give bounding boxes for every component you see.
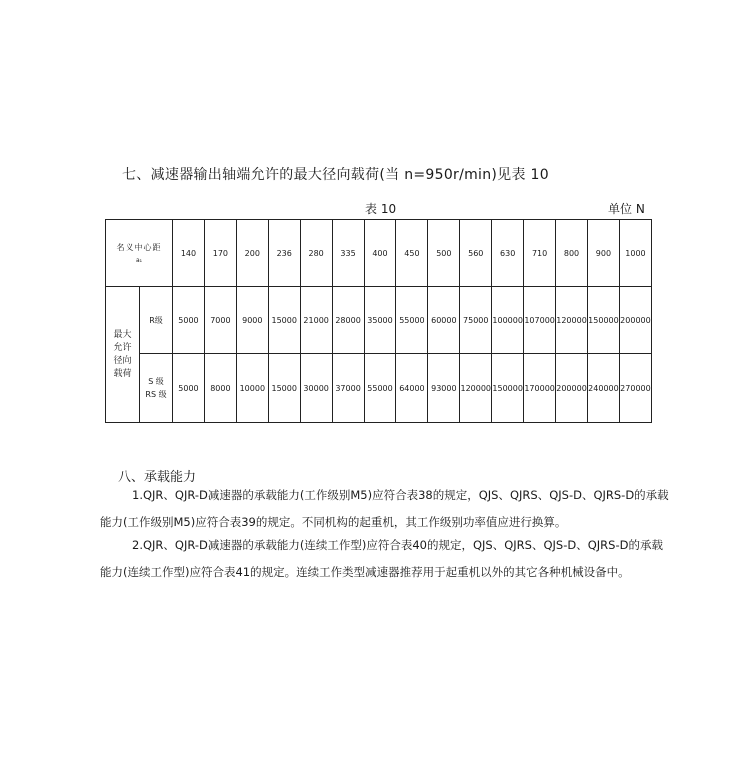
section-7-heading: 七、减速器输出轴端允许的最大径向载荷(当 n=950r/min)见表 10 [122, 167, 549, 183]
load-value-cell: 270000 [619, 354, 651, 423]
load-value-cell: 150000 [587, 287, 619, 354]
load-value-cell: 8000 [204, 354, 236, 423]
load-value-cell: 75000 [460, 287, 492, 354]
load-value-cell: 10000 [236, 354, 268, 423]
load-value-cell: 240000 [587, 354, 619, 423]
header-label-cell [106, 220, 173, 287]
paragraph-1 [100, 482, 669, 536]
distance-cell: 1000 [619, 220, 651, 287]
load-value-cell: 120000 [556, 287, 588, 354]
distance-cell: 560 [460, 220, 492, 287]
load-value-cell: 30000 [300, 354, 332, 423]
load-value-cell: 170000 [524, 354, 556, 423]
grade-s-rs: S 级 RS 级 [140, 354, 173, 423]
paragraph-1-line-2: 能力(工作级别M5)应符合表39的规定。不同机构的起重机，其工作级别功率值应进行换算。 [100, 515, 567, 529]
load-value-cell: 15000 [268, 287, 300, 354]
load-value-cell: 37000 [332, 354, 364, 423]
table-row [106, 354, 652, 423]
row-group-label: 最大允许径向载荷 [113, 329, 132, 379]
load-value-cell: 55000 [396, 287, 428, 354]
distance-cell: 140 [173, 220, 205, 287]
load-value-cell: 107000 [524, 287, 556, 354]
table-title: 表 10 [365, 202, 397, 216]
paragraph-2-line-2: 能力(连续工作型)应符合表41的规定。连续工作类型减速器推荐用于起重机以外的其它各种机械设备中。 [100, 565, 630, 579]
load-value-cell: 55000 [364, 354, 396, 423]
distance-cell: 450 [396, 220, 428, 287]
load-value-cell: 150000 [492, 354, 524, 423]
distance-cell: 800 [556, 220, 588, 287]
load-value-cell: 93000 [428, 354, 460, 423]
distance-cell: 710 [524, 220, 556, 287]
table-row [106, 287, 652, 354]
grade-r: R级 [140, 287, 173, 354]
distance-cell: 400 [364, 220, 396, 287]
distance-cell: 280 [300, 220, 332, 287]
load-value-cell: 64000 [396, 354, 428, 423]
load-value-cell: 60000 [428, 287, 460, 354]
load-value-cell: 35000 [364, 287, 396, 354]
load-value-cell: 200000 [619, 287, 651, 354]
load-value-cell: 100000 [492, 287, 524, 354]
distance-cell: 900 [587, 220, 619, 287]
load-value-cell: 28000 [332, 287, 364, 354]
row-group-label-cell [106, 287, 140, 423]
load-value-cell: 21000 [300, 287, 332, 354]
distance-cell: 200 [236, 220, 268, 287]
distance-cell: 630 [492, 220, 524, 287]
load-value-cell: 5000 [173, 287, 205, 354]
load-value-cell: 7000 [204, 287, 236, 354]
distance-cell: 236 [268, 220, 300, 287]
load-value-cell: 15000 [268, 354, 300, 423]
load-value-cell: 9000 [236, 287, 268, 354]
header-row [106, 220, 652, 287]
paragraph-2 [100, 532, 663, 586]
distance-cell: 500 [428, 220, 460, 287]
load-value-cell: 120000 [460, 354, 492, 423]
load-value-cell: 5000 [173, 354, 205, 423]
distance-cell: 335 [332, 220, 364, 287]
header-sub-label: a₁ [135, 257, 143, 264]
paragraph-1-line-1: 1.QJR、QJR-D减速器的承载能力(工作级别M5)应符合表38的规定，QJS、QJRS、QJS-D、QJRS-D的承载 [132, 488, 669, 502]
section-8-heading: 八、承载能力 [118, 470, 197, 485]
distance-cell: 170 [204, 220, 236, 287]
load-value-cell: 200000 [556, 354, 588, 423]
header-label: 名义中心距 [116, 243, 162, 252]
unit-label: 单位 N [608, 202, 645, 216]
paragraph-2-line-1: 2.QJR、QJR-D减速器的承载能力(连续工作型)应符合表40的规定，QJS、QJRS、QJS-D、QJRS-D的承载 [132, 538, 663, 552]
radial-load-table [105, 219, 652, 423]
